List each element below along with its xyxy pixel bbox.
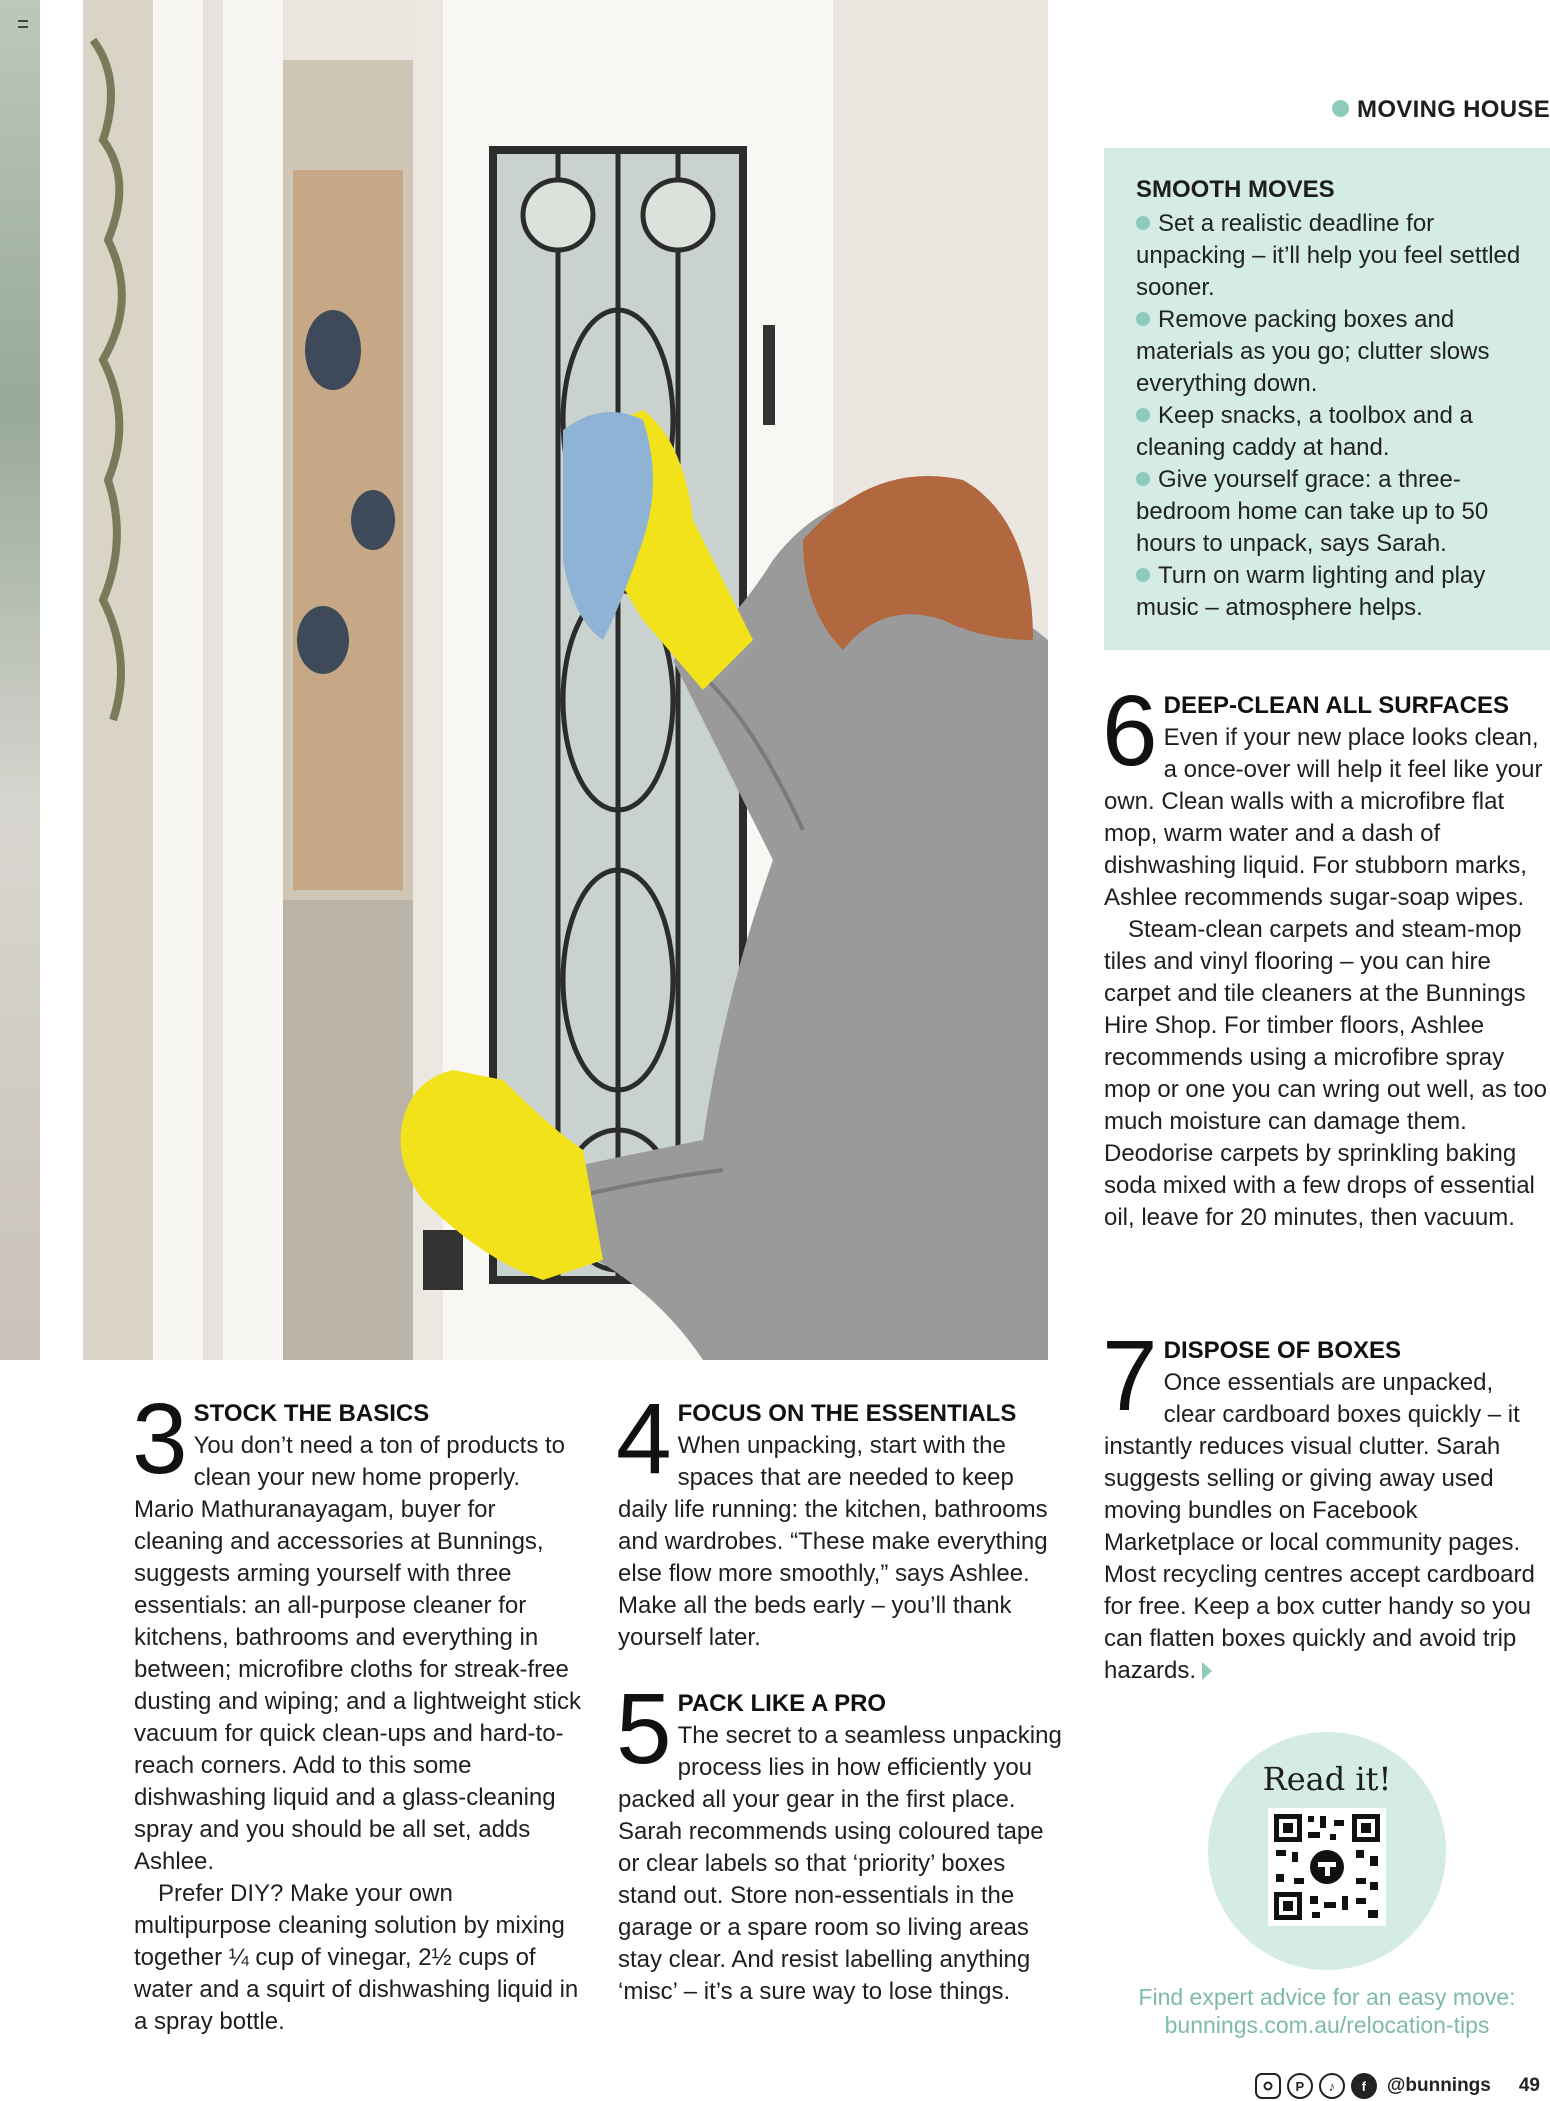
expert-advice [1104, 1983, 1550, 2039]
bullet-icon [1136, 408, 1150, 422]
bullet-icon [1136, 312, 1150, 326]
section-3-paragraph-2: Prefer DIY? Make your own multipurpose cleaning solution by mixing together ¼ cup of vinegar, 2½ cups of water and a squirt of dishwashing liquid in a spray bottle. [134, 1880, 579, 2035]
section-5 [616, 1673, 1068, 2008]
section-4-title: FOCUS ON THE ESSENTIALS [677, 1400, 1017, 1427]
section-5-number: 5 [616, 1673, 672, 1785]
section-6-title: DEEP-CLEAN ALL SURFACES [1163, 692, 1509, 719]
tip-item: Keep snacks, a toolbox and a cleaning caddy at hand. [1136, 402, 1473, 461]
tip-item: Set a realistic deadline for unpacking – it’ll help you feel settled sooner. [1136, 210, 1521, 301]
section-7-number: 7 [1102, 1320, 1158, 1432]
tip-item: Turn on warm lighting and play music – atmosphere helps. [1136, 562, 1486, 621]
smooth-moves-box [1104, 148, 1550, 650]
bullet-icon [1136, 472, 1150, 486]
section-3-paragraph-1: You don’t need a ton of products to clean your new home properly. Mario Mathuranayagam, buyer for cleaning and accessories at Bunnings, suggests arming yourself with three essentials: an all-purpose cleaner for kitchens, bathrooms and everything in between; microfibre cloths for streak-free dusting and wiping; and a lightweight stick vacuum for quick clean-ups and hard-to-reach corners. Add to this some dishwashing liquid and a glass-cleaning spray and you should be all set, adds Ashlee. [134, 1432, 581, 1875]
section-3 [132, 1383, 584, 2038]
section-6-number: 6 [1102, 675, 1158, 787]
relocation-tips-link[interactable]: bunnings.com.au/relocation-tips [1164, 2012, 1490, 2038]
section-6 [1102, 675, 1550, 1234]
facebook-icon[interactable]: f [1351, 2073, 1377, 2099]
woman-cleaning-door-illustration [83, 0, 1048, 1360]
hero-photo [83, 0, 1048, 1360]
section-7-title: DISPOSE OF BOXES [1163, 1337, 1402, 1364]
section-dot-icon [1332, 100, 1349, 117]
instagram-icon[interactable] [1255, 2073, 1281, 2099]
bullet-icon [1136, 216, 1150, 230]
read-it-badge [1208, 1732, 1446, 1970]
tiktok-icon[interactable]: ♪ [1319, 2073, 1345, 2099]
end-arrow-icon [1202, 1662, 1212, 1680]
section-4 [616, 1383, 1068, 1654]
left-photo-strip [0, 0, 40, 1360]
section-6-paragraph-2: Steam-clean carpets and steam-mop tiles and vinyl flooring – you can hire carpet and tile cleaners at the Bunnings Hire Shop. For timber floors, Ashlee recommends using a microfibre spray mop or one you can wring out well, as too much moisture can damage them. Deodorise carpets by sprinkling baking soda mixed with a few drops of essential oil, leave for 20 minutes, then vacuum. [1104, 916, 1547, 1231]
read-it-title: Read it! [1262, 1760, 1392, 1798]
social-handle: @bunnings [1386, 2075, 1491, 2096]
tip-item: Give yourself grace: a three-bedroom home can take up to 50 hours to unpack, says Sarah. [1136, 466, 1489, 557]
section-6-paragraph-1: Even if your new place looks clean, a once-over will help it feel like your own. Clean walls with a microfibre flat mop, warm water and a dash of dishwashing liquid. For stubborn marks, Ashlee recommends sugar-soap wipes. [1104, 724, 1543, 911]
section-7-paragraph-1: Once essentials are unpacked, clear cardboard boxes quickly – it instantly reduces visual clutter. Sarah suggests selling or giving away used moving bundles on Facebook Marketplace or local community pages. Most recycling centres accept cardboard for free. Keep a box cutter handy so you can flatten boxes quickly and avoid trip hazards. [1104, 1369, 1535, 1684]
page-footer [1255, 2071, 1540, 2101]
qr-code[interactable] [1268, 1808, 1386, 1926]
pinterest-icon[interactable]: P [1287, 2073, 1313, 2099]
section-7 [1102, 1320, 1550, 1687]
menu-icon[interactable] [18, 20, 28, 28]
advice-line-1: Find expert advice for an easy move: [1138, 1984, 1516, 2010]
section-5-title: PACK LIKE A PRO [677, 1690, 887, 1717]
section-tag [1250, 96, 1550, 124]
bullet-icon [1136, 568, 1150, 582]
section-4-number: 4 [616, 1383, 672, 1495]
tip-item: Remove packing boxes and materials as you go; clutter slows everything down. [1136, 306, 1490, 397]
section-3-number: 3 [132, 1383, 188, 1495]
qr-code-icon [1272, 1812, 1382, 1922]
section-3-title: STOCK THE BASICS [193, 1400, 430, 1427]
smooth-moves-title: SMOOTH MOVES [1136, 176, 1335, 203]
section-tag-label: MOVING HOUSE [1357, 96, 1550, 123]
section-5-paragraph-1: The secret to a seamless unpacking process lies in how efficiently you packed all your gear in the first place. Sarah recommends using coloured tape or clear labels so that ‘priority’ boxes stand out. Store non-essentials in the garage or a spare room so living areas stay clear. And resist labelling anything ‘misc’ – it’s a sure way to lose things. [618, 1722, 1062, 2005]
page-number: 49 [1518, 2075, 1540, 2096]
section-4-paragraph-1: When unpacking, start with the spaces that are needed to keep daily life running: the kitchen, bathrooms and wardrobes. “These make everything else flow more smoothly,” says Ashlee. Make all the beds early – you’ll thank yourself later. [618, 1432, 1048, 1651]
